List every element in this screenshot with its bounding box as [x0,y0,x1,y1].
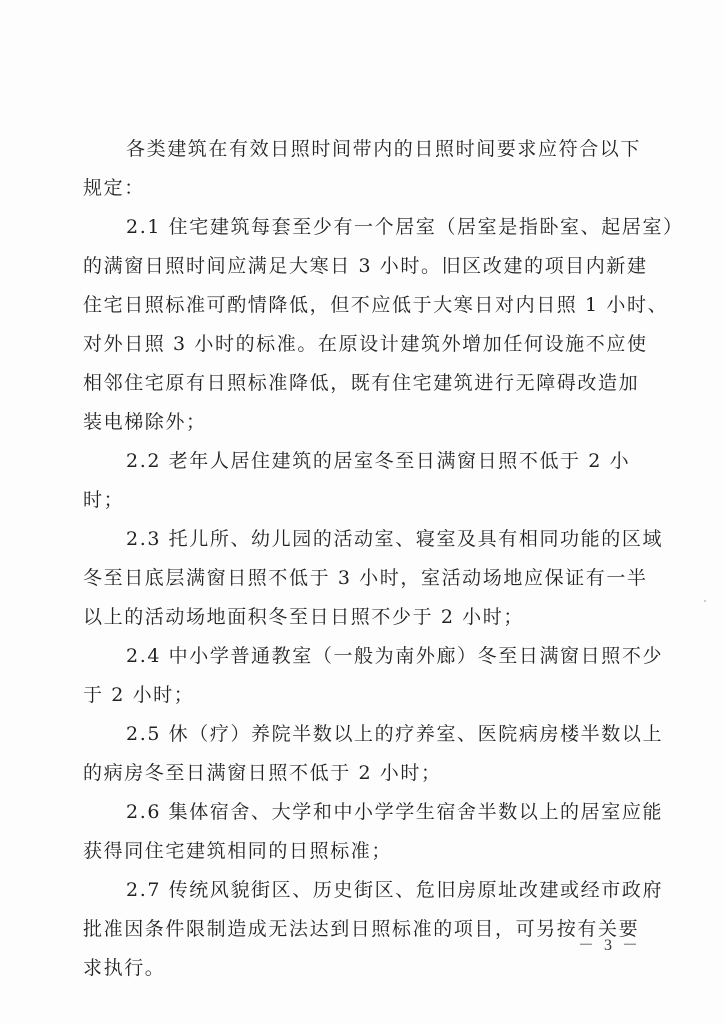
text-line: 时； [83,489,125,511]
text-line: 2.4 中小学普通教室（一般为南外廊）冬至日满窗日照不少 [126,645,664,667]
text-line: 2.3 托儿所、幼儿园的活动室、寝室及具有相同功能的区域 [126,528,664,550]
text-line: 冬至日底层满窗日照不低于 3 小时，室活动场地应保证有一半 [83,567,648,589]
text-line: 的病房冬至日满窗日照不低于 2 小时； [83,762,442,784]
scan-speck [704,600,706,602]
text-line: 规定： [83,177,145,199]
text-line: 求执行。 [83,957,166,979]
text-line: 2.5 休（疗）养院半数以上的疗养室、医院病房楼半数以上 [126,723,664,745]
text-line: 2.6 集体宿舍、大学和中小学学生宿舍半数以上的居室应能 [126,801,664,823]
text-line: 2.2 老年人居住建筑的居室冬至日满窗日照不低于 2 小 [126,450,631,472]
text-line: 相邻住宅原有日照标准降低，既有住宅建筑进行无障碍改造加 [83,372,640,394]
text-line: 的满窗日照时间应满足大寒日 3 小时。旧区改建的项目内新建 [83,255,648,277]
text-line: 各类建筑在有效日照时间带内的日照时间要求应符合以下 [126,138,642,160]
text-line: 2.7 传统风貌街区、历史街区、危旧房原址改建或经市政府 [126,879,664,901]
text-line: 获得同住宅建筑相同的日照标准； [83,840,393,862]
text-line: 对外日照 3 小时的标准。在原设计建筑外增加任何设施不应使 [83,333,648,355]
text-line: 装电梯除外； [83,411,207,433]
text-line: 2.1 住宅建筑每套至少有一个居室（居室是指卧室、起居室） [126,216,684,238]
text-line: 以上的活动场地面积冬至日日照不少于 2 小时； [83,606,524,628]
page-number: － 3 － [578,937,642,954]
document-body [83,130,684,988]
text-line: 住宅日照标准可酌情降低，但不应低于大寒日对内日照 1 小时、 [83,294,669,316]
text-line: 批准因条件限制造成无法达到日照标准的项目，可另按有关要 [83,918,640,940]
text-line: 于 2 小时； [83,684,195,706]
